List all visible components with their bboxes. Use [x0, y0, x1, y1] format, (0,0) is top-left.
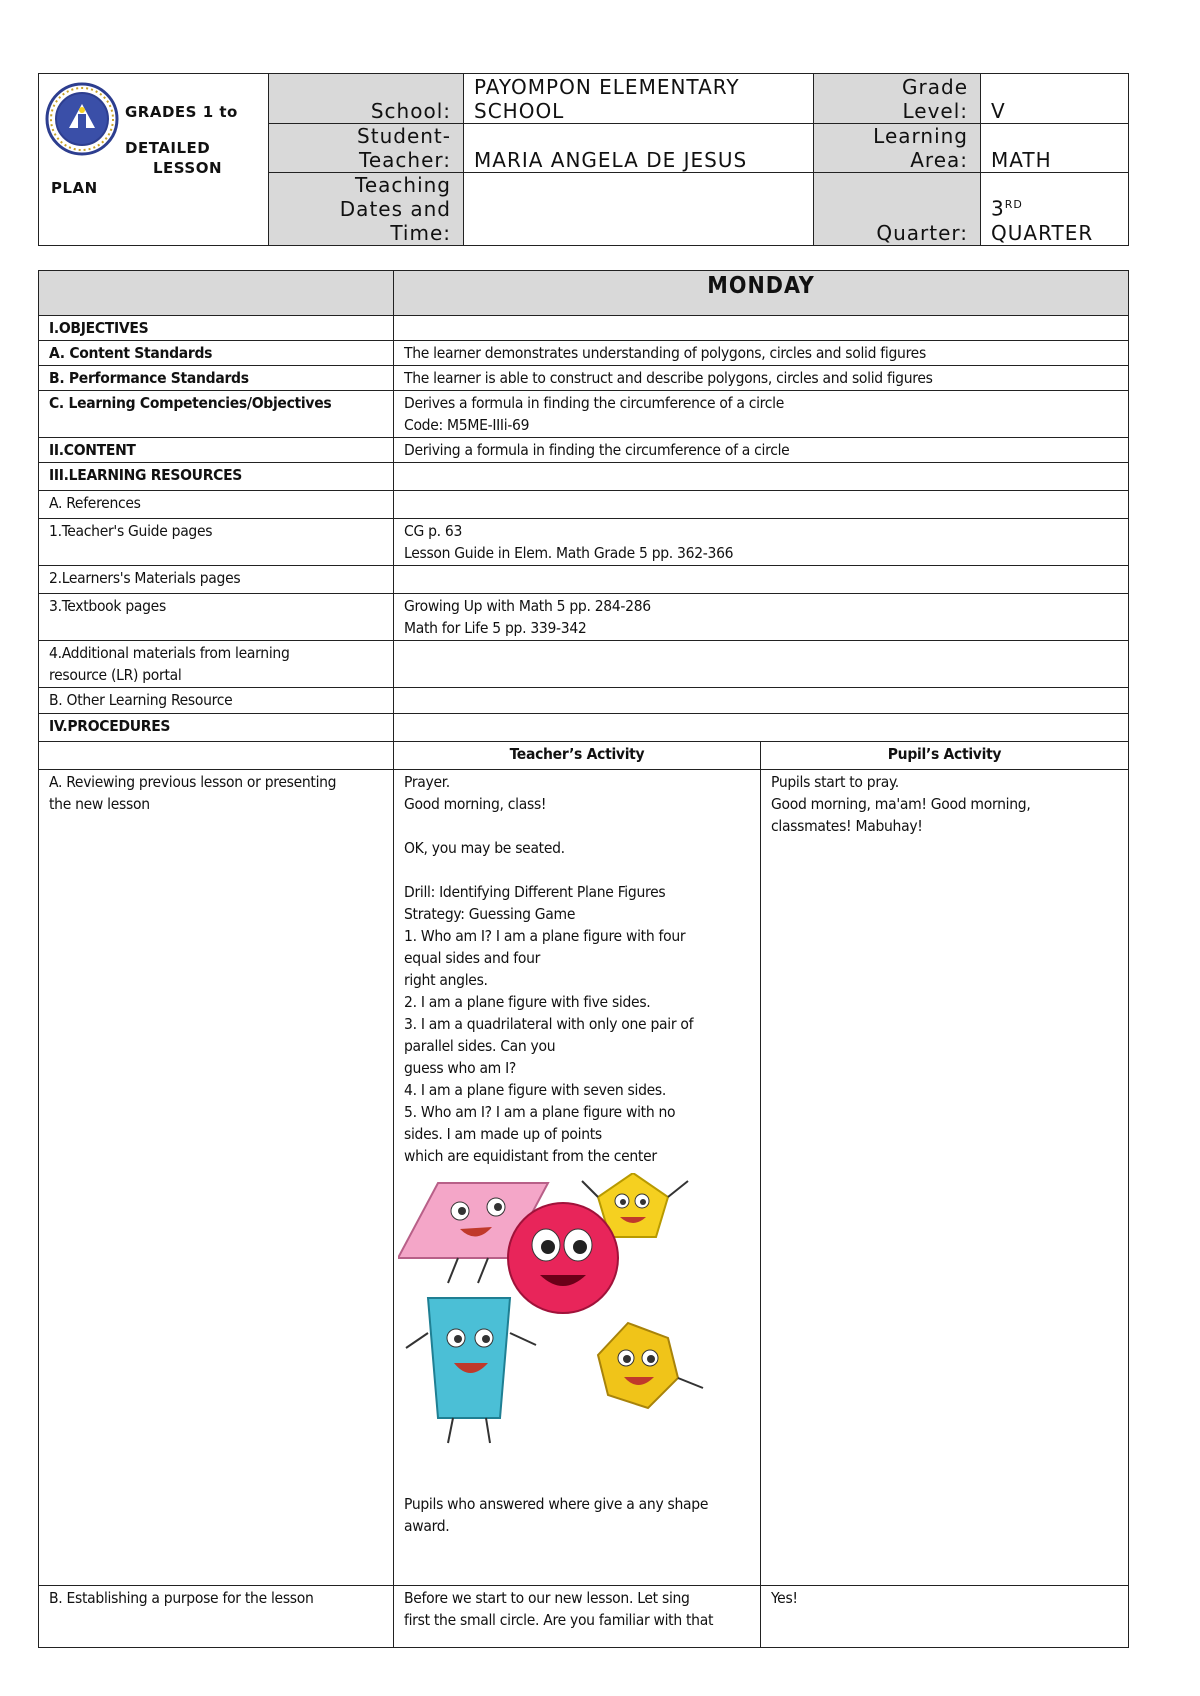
deped-seal-icon [45, 82, 119, 156]
teacher-activity-heading: Teacher’s Activity [394, 742, 761, 770]
quarter-value: 3RD QUARTER [981, 173, 1129, 246]
grade-level-label: Grade Level: [814, 74, 981, 124]
day-corner-cell [39, 271, 394, 316]
review-lesson-label: A. Reviewing previous lesson or presenting the new lesson [39, 770, 394, 1586]
learning-area-label: Learning Area: [814, 124, 981, 173]
student-teacher-label: Student- Teacher: [269, 124, 464, 173]
textbook-value: Growing Up with Math 5 pp. 284-286 Math for Life 5 pp. 339-342 [394, 594, 1129, 641]
grade-level-value: V [981, 74, 1129, 124]
logo-cell [39, 74, 269, 246]
teachers-guide-label: 1.Teacher's Guide pages [39, 519, 394, 566]
learning-area-value: MATH [981, 124, 1129, 173]
logo-line-1: GRADES 1 to [125, 103, 238, 121]
content-value: Deriving a formula in finding the circumference of a circle [394, 438, 1129, 463]
textbook-label: 3.Textbook pages [39, 594, 394, 641]
learners-materials-label: 2.Learners's Materials pages [39, 566, 394, 594]
competencies-label: C. Learning Competencies/Objectives [39, 391, 394, 438]
school-label: School: [269, 74, 464, 124]
plane-shapes-cartoon-icon [398, 1173, 738, 1453]
procedures-heading: IV.PROCEDURES [39, 714, 394, 742]
teacher-activity-a: Prayer. Good morning, class! OK, you may be seated. Drill: Identifying Different Plane Figures Strategy: Guessing Game 1. Who am I? I am a plane figure with four equal sides and four right angles. 2. I am a plane figure with five sides. 3. I am a quadrilateral with only one pair of parallel sides. Can you guess who am I? 4. I am a plane figure with seven sides. 5. Who am I? I am a plane figure with no sides. I am made up of points which are equidistant from the center Pupils who answered where give a any shape award. [394, 770, 761, 1586]
teachers-guide-value: CG p. 63 Lesson Guide in Elem. Math Grade 5 pp. 362-366 [394, 519, 1129, 566]
learning-resources-heading: III.LEARNING RESOURCES [39, 463, 394, 491]
content-heading: II.CONTENT [39, 438, 394, 463]
teaching-dates-value [464, 173, 814, 246]
establishing-purpose-label: B. Establishing a purpose for the lesson [39, 1586, 394, 1648]
lesson-plan-table [38, 270, 1129, 1648]
content-standards-label: A. Content Standards [39, 341, 394, 366]
logo-line-3: LESSON [153, 159, 223, 177]
header-table [38, 73, 1129, 246]
pupil-activity-a: Pupils start to pray. Good morning, ma'am! Good morning, classmates! Mabuhay! [761, 770, 1129, 1586]
other-resource-label: B. Other Learning Resource [39, 688, 394, 714]
content-standards-value: The learner demonstrates understanding of polygons, circles and solid figures [394, 341, 1129, 366]
references-label: A. References [39, 491, 394, 519]
objectives-heading: I.OBJECTIVES [39, 316, 394, 341]
teacher-activity-b: Before we start to our new lesson. Let sing first the small circle. Are you familiar with that [394, 1586, 761, 1648]
pupil-activity-heading: Pupil’s Activity [761, 742, 1129, 770]
competencies-value: Derives a formula in finding the circumference of a circle Code: M5ME-IIIi-69 [394, 391, 1129, 438]
teaching-dates-label: Teaching Dates and Time: [269, 173, 464, 246]
performance-standards-label: B. Performance Standards [39, 366, 394, 391]
performance-standards-value: The learner is able to construct and describe polygons, circles and solid figures [394, 366, 1129, 391]
day-heading: MONDAY [394, 271, 1129, 316]
additional-materials-label: 4.Additional materials from learning resource (LR) portal [39, 641, 394, 688]
quarter-label: Quarter: [814, 173, 981, 246]
school-value: PAYOMPON ELEMENTARY SCHOOL [464, 74, 814, 124]
pupil-activity-b: Yes! [761, 1586, 1129, 1648]
student-teacher-value: MARIA ANGELA DE JESUS [464, 124, 814, 173]
logo-line-4: PLAN [51, 179, 98, 197]
logo-line-2: DETAILED [125, 139, 211, 157]
